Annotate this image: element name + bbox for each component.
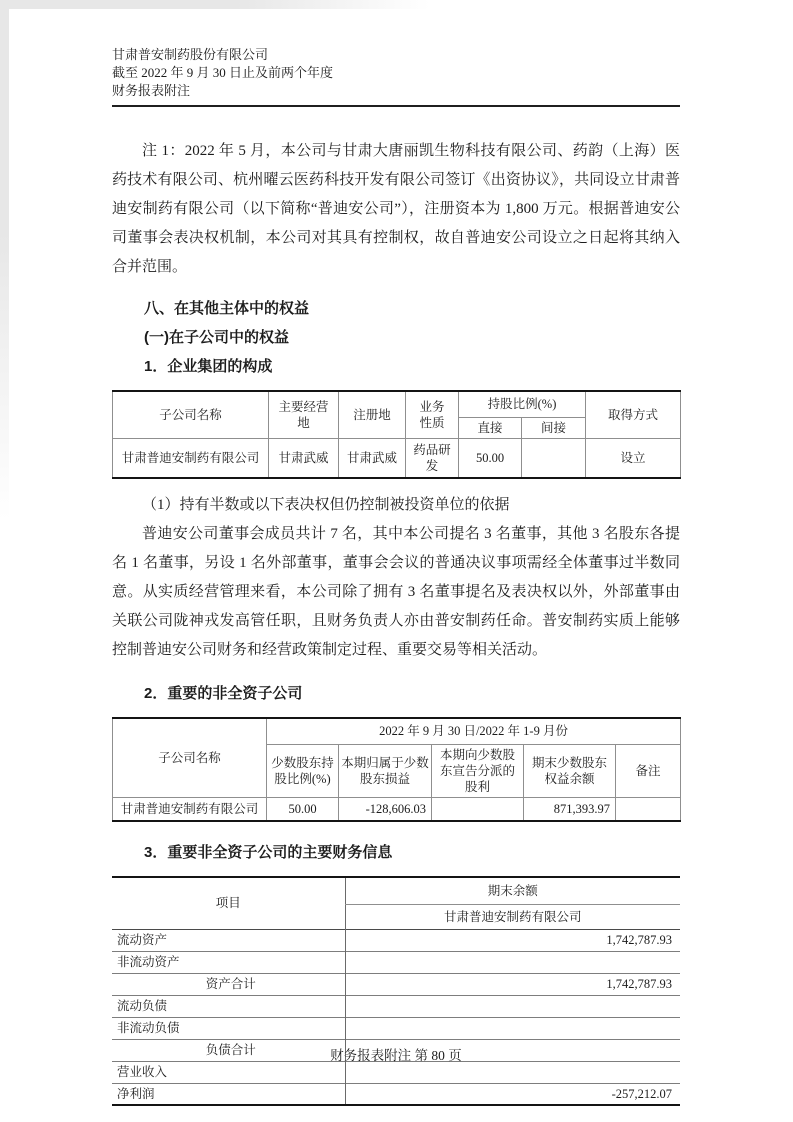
col-header-subsidiary: 子公司名称 — [113, 718, 267, 797]
cell-dividend-to-minority — [432, 797, 524, 821]
table-header-row — [113, 391, 681, 417]
col-header-indirect: 间接 — [522, 417, 586, 438]
col-header-remark: 备注 — [616, 744, 681, 797]
cell-item-value: 1,742,787.93 — [345, 973, 680, 995]
note1-paragraph: 注 1：2022 年 5 月，本公司与甘肃大唐丽凯生物科技有限公司、药韵（上海）医药技术有限公司、杭州曜云医药科技开发有限公司签订《出资协议》，共同设立甘肃普迪安制药有限公司（以下简称“普迪安公司”），注册资本为 1,800 万元。根据普迪安公司董事会表决权机制，本公司对其具有控制权，故自普迪安公司设立之日起将其纳入合并范围。 — [112, 143, 680, 275]
table-row — [112, 1083, 680, 1105]
table-row — [112, 1061, 680, 1083]
subsection-heading-subsidiaries: (一)在子公司中的权益 — [144, 329, 289, 346]
header-divider — [112, 105, 680, 107]
cell-item-value — [345, 995, 680, 1017]
cell-item-label: 营业收入 — [117, 1065, 168, 1079]
table-row — [112, 973, 680, 995]
col-header-direct: 直接 — [459, 417, 522, 438]
table-row — [113, 438, 681, 478]
key-financials-table — [112, 876, 680, 1106]
document-header — [112, 0, 680, 100]
item-heading-non-wholly-owned: 2．重要的非全资子公司 — [144, 685, 303, 702]
basis-paragraph: 普迪安公司董事会成员共计 7 名，其中本公司提名 3 名董事，其他 3 名股东各提名 1 名董事，另设 1 名外部董事，董事会会议的普通决议事项需经全体董事过半数同意。从实质经营管理来看，本公司除了拥有 3 名董事提名及表决权以外，外部董事由关联公司陇神戎发高管任职，且财务负责人亦由普安制药任命。普安制药实质上能够控制普迪安公司财务和经营政策制定过程、重要交易等相关活动。 — [112, 526, 680, 658]
cell-item-label: 流动资产 — [117, 933, 168, 947]
cell-pl-to-minority: -128,606.03 — [339, 797, 432, 821]
cell-item-label: 非流动负债 — [117, 1021, 180, 1035]
cell-item-value: -257,212.07 — [345, 1083, 680, 1105]
col-header-ending-equity: 期末少数股东权益余额 — [524, 744, 616, 797]
company-name: 甘肃普安制药股份有限公司 — [112, 47, 269, 62]
table-header-row — [113, 718, 681, 744]
cell-item-value — [345, 1061, 680, 1083]
col-header-registered-place: 注册地 — [339, 391, 406, 438]
col-header-dividend-to-minority: 本期向少数股东宣告分派的股利 — [432, 744, 524, 797]
table-row — [112, 951, 680, 973]
cell-remark — [616, 797, 681, 821]
col-header-business: 业务性质 — [406, 391, 459, 438]
minority-interest-table — [112, 717, 681, 822]
table-row — [112, 1017, 680, 1039]
col-header-subsidiary: 子公司名称 — [113, 391, 269, 438]
cell-subsidiary: 甘肃普迪安制药有限公司 — [113, 438, 269, 478]
cell-business: 药品研发 — [406, 438, 459, 478]
group-composition-table — [112, 390, 681, 479]
table-row — [112, 929, 680, 951]
cell-item-label: 流动负债 — [117, 999, 168, 1013]
col-header-shareholding: 持股比例(%) — [459, 391, 586, 417]
cell-subsidiary: 甘肃普迪安制药有限公司 — [113, 797, 267, 821]
col-header-ending-balance: 期末余额 — [345, 877, 680, 904]
col-header-acquisition: 取得方式 — [586, 391, 681, 438]
cell-minority-ratio: 50.00 — [267, 797, 339, 821]
table-header-row — [112, 877, 680, 904]
page-footer: 财务报表附注 第 80 页 — [330, 1048, 462, 1063]
item-heading-key-financials: 3．重要非全资子公司的主要财务信息 — [144, 844, 393, 861]
cell-item-label: 净利润 — [117, 1086, 155, 1101]
col-header-period-span: 2022 年 9 月 30 日/2022 年 1-9 月份 — [267, 718, 681, 744]
col-header-pl-to-minority: 本期归属于少数股东损益 — [339, 744, 432, 797]
document-title: 财务报表附注 — [112, 83, 191, 98]
cell-registered-place: 甘肃武威 — [339, 438, 406, 478]
cell-item-value — [345, 951, 680, 973]
col-header-minority-ratio: 少数股东持股比例(%) — [267, 744, 339, 797]
cell-item-label: 资产合计 — [205, 977, 256, 991]
cell-item-value: 1,742,787.93 — [345, 929, 680, 951]
item-heading-group-composition: 1．企业集团的构成 — [144, 358, 273, 375]
table-row — [112, 995, 680, 1017]
col-header-company: 甘肃普迪安制药有限公司 — [345, 904, 680, 929]
page-content — [112, 0, 680, 1106]
cell-indirect — [522, 438, 586, 478]
section-heading-8: 八、在其他主体中的权益 — [144, 300, 310, 317]
scan-edge-left — [0, 0, 9, 520]
cell-item-label: 负债合计 — [205, 1043, 256, 1057]
cell-ending-equity: 871,393.97 — [524, 797, 616, 821]
cell-main-place: 甘肃武威 — [269, 438, 339, 478]
table-row — [113, 797, 681, 821]
cell-direct: 50.00 — [459, 438, 522, 478]
basis-heading: （1）持有半数或以下表决权但仍控制被投资单位的依据 — [142, 497, 510, 513]
col-header-main-place: 主要经营地 — [269, 391, 339, 438]
cell-item-label: 非流动资产 — [117, 955, 180, 969]
cell-item-value — [345, 1017, 680, 1039]
col-header-item: 项目 — [215, 896, 241, 911]
cell-acquisition: 设立 — [586, 438, 681, 478]
reporting-period: 截至 2022 年 9 月 30 日止及前两个年度 — [112, 65, 334, 80]
